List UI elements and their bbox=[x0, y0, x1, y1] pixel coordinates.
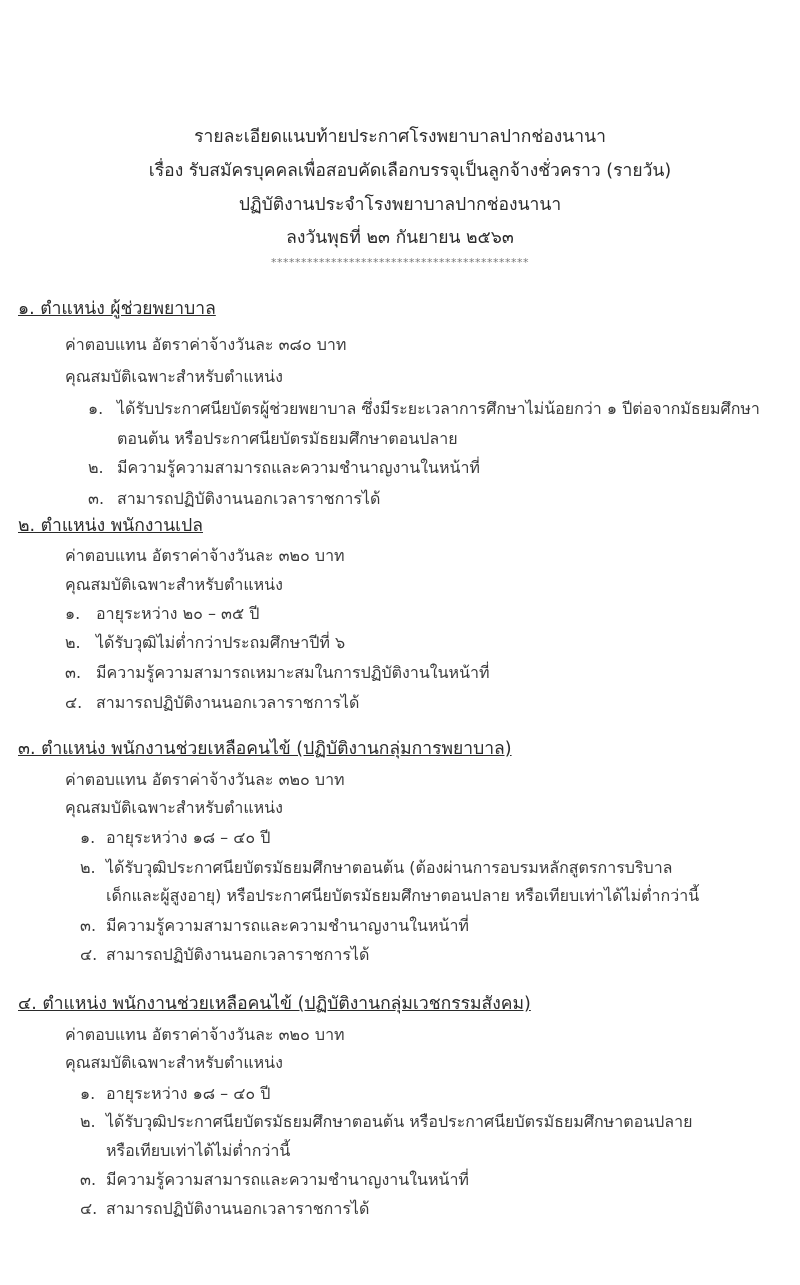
header-date: ลงวันพุธที่ ๒๓ กันยายน ๒๕๖๓ bbox=[286, 228, 514, 248]
section-title: ๔. ตำแหน่ง พนักงานช่วยเหลือคนไข้ (ปฏิบัติงานกลุ่มเวชกรรมสังคม) bbox=[18, 994, 531, 1014]
item-number: ๑. bbox=[80, 828, 96, 847]
header-title: รายละเอียดแนบท้ายประกาศโรงพยาบาลปากช่องนานา bbox=[194, 127, 606, 147]
item-number: ๓. bbox=[88, 489, 105, 508]
item-text: มีความรู้ความสามารถและความชำนาญงานในหน้าที่ bbox=[106, 1170, 469, 1189]
item-text: สามารถปฏิบัติงานนอกเวลาราชการได้ bbox=[96, 693, 360, 712]
item-text: ได้รับวุฒิไม่ต่ำกว่าประถมศึกษาปีที่ ๖ bbox=[96, 633, 346, 652]
section-qualifications-label: คุณสมบัติเฉพาะสำหรับตำแหน่ง bbox=[65, 798, 283, 817]
header-subject: เรื่อง รับสมัครบุคคลเพื่อสอบคัดเลือกบรรจุเป็นลูกจ้างชั่วคราว (รายวัน) bbox=[148, 161, 672, 181]
item-text: ได้รับวุฒิประกาศนียบัตรมัธยมศึกษาตอนต้น (ต้องผ่านการอบรมหลักสูตรการบริบาล bbox=[106, 858, 673, 877]
item-number: ๔. bbox=[65, 693, 83, 712]
item-number: ๓. bbox=[80, 1170, 97, 1189]
item-number: ๒. bbox=[80, 1112, 96, 1131]
section-title: ๒. ตำแหน่ง พนักงานเปล bbox=[18, 516, 203, 536]
section-pay: ค่าตอบแทน อัตราค่าจ้างวันละ ๓๒๐ บาท bbox=[65, 546, 345, 565]
item-text: ได้รับประกาศนียบัตรผู้ช่วยพยาบาล ซึ่งมีระยะเวลาการศึกษาไม่น้อยกว่า ๑ ปีต่อจากมัธยมศึกษา bbox=[117, 399, 760, 418]
item-number: ๓. bbox=[80, 916, 97, 935]
item-text: อายุระหว่าง ๑๘ – ๔๐ ปี bbox=[106, 828, 271, 847]
section-qualifications-label: คุณสมบัติเฉพาะสำหรับตำแหน่ง bbox=[65, 575, 283, 594]
item-text: สามารถปฏิบัติงานนอกเวลาราชการได้ bbox=[106, 945, 370, 964]
section-pay: ค่าตอบแทน อัตราค่าจ้างวันละ ๓๘๐ บาท bbox=[65, 335, 347, 354]
header-location: ปฏิบัติงานประจำโรงพยาบาลปากช่องนานา bbox=[238, 195, 562, 215]
item-text: ได้รับวุฒิประกาศนียบัตรมัธยมศึกษาตอนต้น หรือประกาศนียบัตรมัธยมศึกษาตอนปลาย bbox=[106, 1112, 693, 1131]
item-text: ตอนต้น หรือประกาศนียบัตรมัธยมศึกษาตอนปลาย bbox=[117, 429, 458, 448]
item-number: ๑. bbox=[88, 399, 104, 418]
item-text: มีความรู้ความสามารถและความชำนาญงานในหน้าที่ bbox=[117, 458, 480, 477]
section-qualifications-label: คุณสมบัติเฉพาะสำหรับตำแหน่ง bbox=[65, 367, 283, 386]
item-number: ๑. bbox=[65, 604, 81, 623]
item-number: ๓. bbox=[65, 663, 82, 682]
item-text: อายุระหว่าง ๑๘ – ๔๐ ปี bbox=[106, 1084, 271, 1103]
item-text: สามารถปฏิบัติงานนอกเวลาราชการได้ bbox=[117, 489, 381, 508]
section-title: ๓. ตำแหน่ง พนักงานช่วยเหลือคนไข้ (ปฏิบัติงานกลุ่มการพยาบาล) bbox=[18, 739, 512, 759]
section-title: ๑. ตำแหน่ง ผู้ช่วยพยาบาล bbox=[18, 299, 216, 319]
item-number: ๒. bbox=[80, 858, 96, 877]
item-text: สามารถปฏิบัติงานนอกเวลาราชการได้ bbox=[106, 1199, 370, 1218]
item-number: ๒. bbox=[88, 458, 104, 477]
item-text: อายุระหว่าง ๒๐ – ๓๕ ปี bbox=[96, 604, 260, 623]
item-text: เด็กและผู้สูงอายุ) หรือประกาศนียบัตรมัธยมศึกษาตอนปลาย หรือเทียบเท่าได้ไม่ต่ำกว่านี้ bbox=[106, 886, 700, 905]
section-pay: ค่าตอบแทน อัตราค่าจ้างวันละ ๓๒๐ บาท bbox=[65, 770, 345, 789]
item-number: ๒. bbox=[65, 633, 81, 652]
section-pay: ค่าตอบแทน อัตราค่าจ้างวันละ ๓๒๐ บาท bbox=[65, 1025, 345, 1044]
item-number: ๑. bbox=[80, 1084, 96, 1103]
item-text: หรือเทียบเท่าได้ไม่ต่ำกว่านี้ bbox=[106, 1141, 291, 1160]
item-number: ๔. bbox=[80, 945, 98, 964]
header-divider: ******************************************* bbox=[271, 256, 529, 269]
section-qualifications-label: คุณสมบัติเฉพาะสำหรับตำแหน่ง bbox=[65, 1053, 283, 1072]
item-number: ๔. bbox=[80, 1199, 98, 1218]
item-text: มีความรู้ความสามารถเหมาะสมในการปฏิบัติงานในหน้าที่ bbox=[96, 663, 490, 682]
item-text: มีความรู้ความสามารถและความชำนาญงานในหน้าที่ bbox=[106, 916, 469, 935]
